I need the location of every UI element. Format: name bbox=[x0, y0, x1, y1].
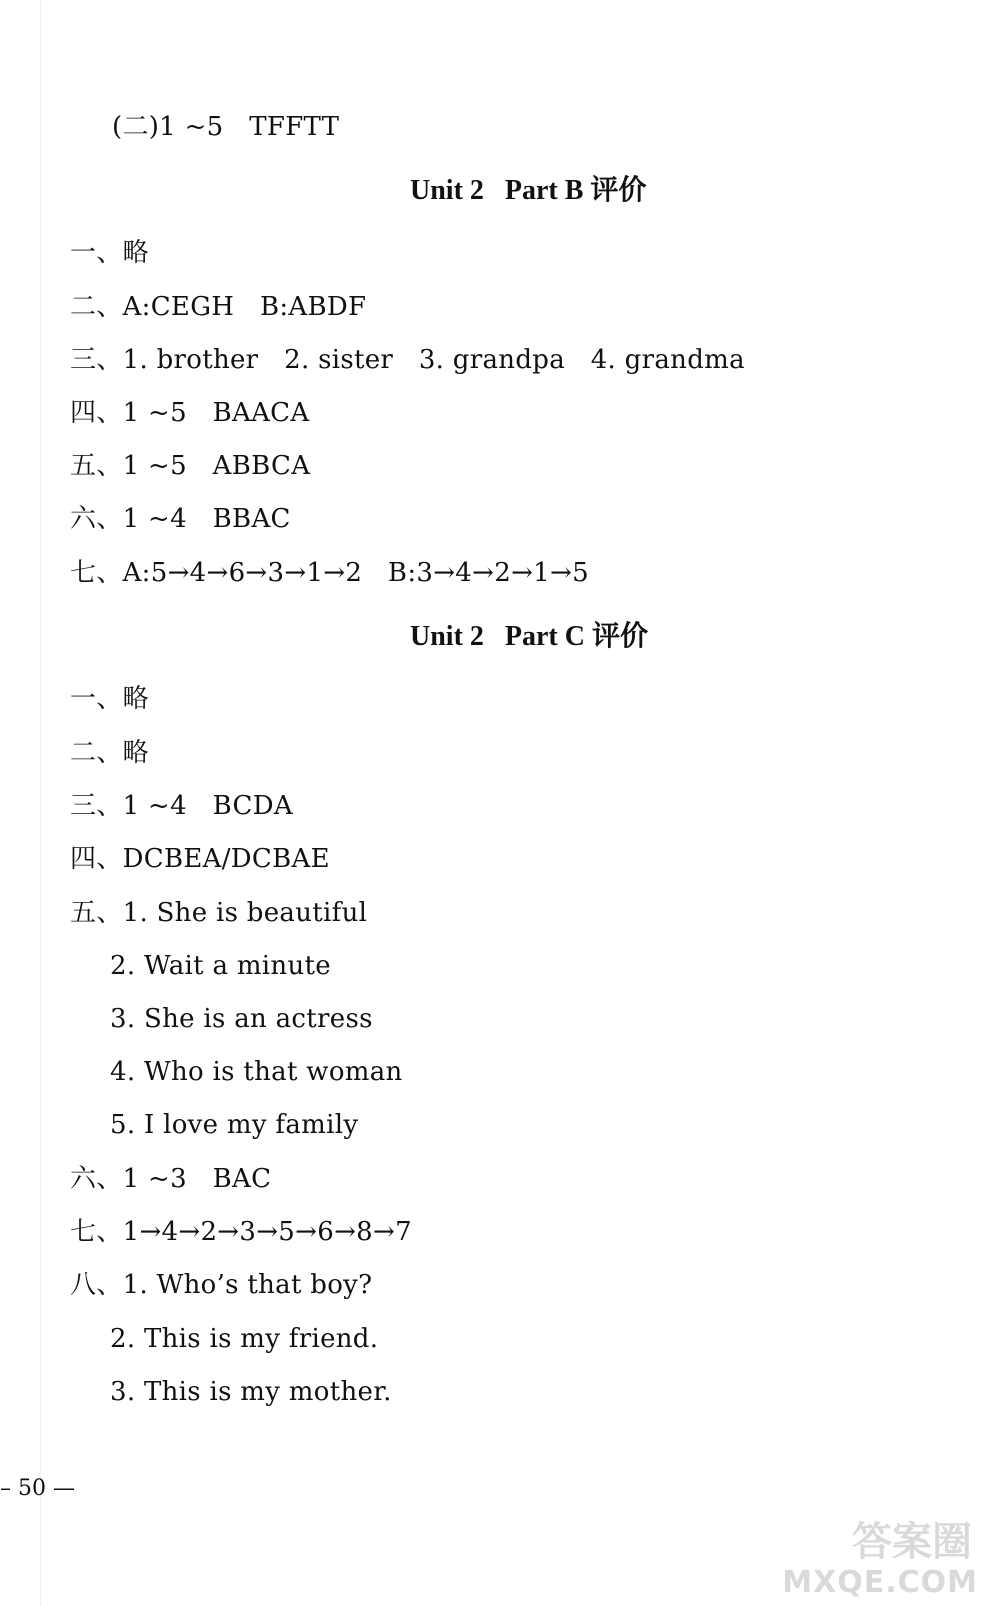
section-heading-part-c: Unit 2 Part C 评价 bbox=[410, 621, 648, 652]
answer-line: 3. She is an actress bbox=[110, 1004, 373, 1034]
answer-line: 2. This is my friend. bbox=[110, 1324, 379, 1354]
answer-line: 八、1. Who’s that boy? bbox=[70, 1270, 373, 1300]
answer-line: 四、1 ~5 BAACA bbox=[70, 398, 310, 428]
page-gutter bbox=[40, 0, 41, 1606]
answer-line: 3. This is my mother. bbox=[110, 1377, 392, 1407]
answer-line: 2. Wait a minute bbox=[110, 951, 331, 981]
watermark-title: 答案圈 bbox=[852, 1519, 972, 1565]
section-heading-part-b: Unit 2 Part B 评价 bbox=[410, 175, 647, 206]
watermark-logo bbox=[782, 1510, 978, 1600]
answer-line: 一、略 bbox=[70, 238, 149, 268]
answer-line: 五、1. She is beautiful bbox=[70, 898, 368, 928]
answer-line: 六、1 ~4 BBAC bbox=[70, 504, 291, 534]
answer-line: 5. I love my family bbox=[110, 1110, 359, 1140]
answer-line: 七、A:5→4→6→3→1→2 B:3→4→2→1→5 bbox=[70, 558, 589, 588]
answer-line: 三、1 ~4 BCDA bbox=[70, 791, 293, 821]
page-number: – 50 — bbox=[0, 1476, 75, 1501]
answer-line: 七、1→4→2→3→5→6→8→7 bbox=[70, 1217, 412, 1247]
answer-line: 三、1. brother 2. sister 3. grandpa 4. grandma bbox=[70, 345, 745, 375]
answer-line: 4. Who is that woman bbox=[110, 1057, 403, 1087]
answer-line: (二)1 ~5 TFFTT bbox=[112, 112, 340, 142]
answer-line: 一、略 bbox=[70, 684, 149, 714]
answer-line: 六、1 ~3 BAC bbox=[70, 1164, 272, 1194]
answer-line: 二、略 bbox=[70, 738, 149, 768]
answer-line: 二、A:CEGH B:ABDF bbox=[70, 292, 367, 322]
answer-line: 四、DCBEA/DCBAE bbox=[70, 844, 330, 874]
answer-line: 五、1 ~5 ABBCA bbox=[70, 451, 311, 481]
watermark-url: MXQE.COM bbox=[782, 1565, 978, 1600]
